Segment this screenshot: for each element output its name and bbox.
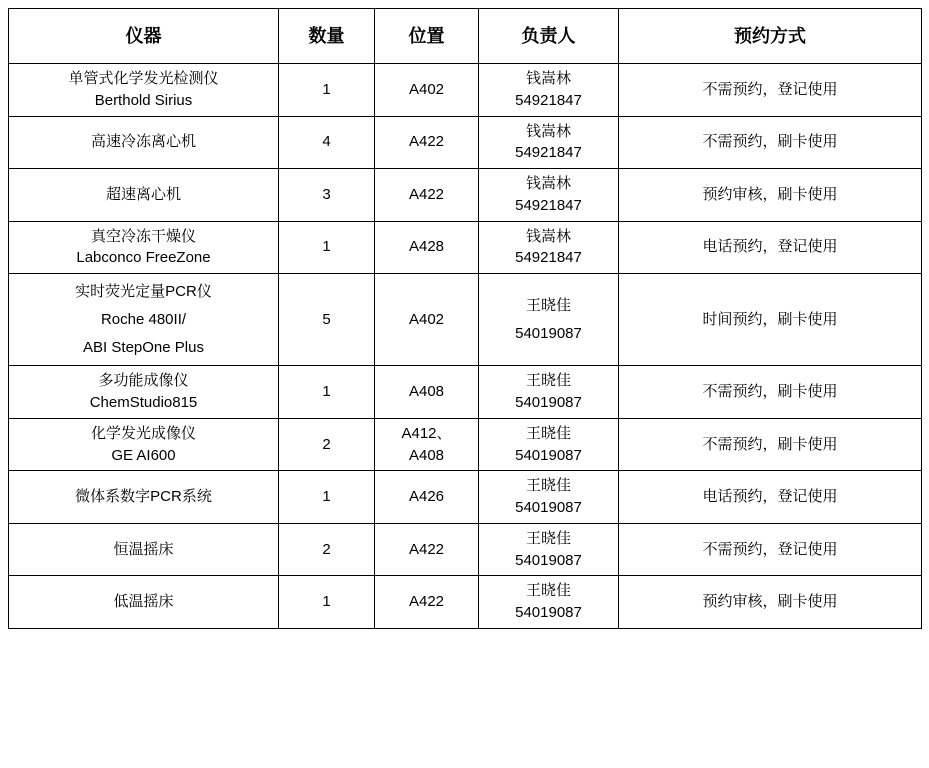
- table-row: [9, 64, 922, 117]
- cell-booking-line: 不需预约，刷卡使用: [702, 383, 838, 401]
- table-row: [9, 274, 922, 366]
- cell-location-line: A402: [408, 80, 445, 98]
- cell-location-line: A408: [408, 383, 445, 401]
- cell-owner-line: 王晓佳: [525, 477, 571, 495]
- cell-instrument-line: Labconco FreeZone: [76, 249, 211, 267]
- cell-quantity: 1: [279, 576, 375, 629]
- cell-location: [375, 576, 479, 629]
- cell-owner-line: 54921847: [515, 91, 582, 109]
- table-header-row: [9, 9, 922, 64]
- table-row: [9, 221, 922, 274]
- cell-instrument: [9, 274, 279, 366]
- cell-owner: [479, 576, 619, 629]
- cell-owner: [479, 471, 619, 524]
- cell-owner-line: 54921847: [515, 144, 582, 162]
- column-header-booking: 预约方式: [619, 9, 922, 64]
- cell-location: [375, 471, 479, 524]
- cell-instrument-line: ABI StepOne Plus: [83, 338, 204, 356]
- cell-instrument: [9, 116, 279, 169]
- cell-booking-line: 电话预约，登记使用: [702, 488, 838, 506]
- cell-booking-line: 不需预约，登记使用: [702, 540, 838, 558]
- cell-booking: [619, 366, 922, 419]
- cell-instrument-line: 超速离心机: [105, 185, 181, 203]
- cell-instrument: [9, 64, 279, 117]
- cell-location-line: A422: [408, 593, 445, 611]
- cell-instrument: [9, 523, 279, 576]
- cell-instrument-line: 恒温摇床: [113, 540, 174, 558]
- cell-location-line: A428: [408, 238, 445, 256]
- cell-owner-line: 54019087: [515, 394, 582, 411]
- cell-owner-line: 钱嵩林: [525, 122, 571, 140]
- cell-owner-line: 54019087: [515, 551, 582, 569]
- cell-owner: [479, 221, 619, 274]
- cell-instrument-line: 单管式化学发光检测仪: [68, 70, 219, 87]
- cell-booking-line: 不需预约，登记使用: [702, 80, 838, 98]
- table-body: [9, 64, 922, 629]
- cell-quantity: 5: [279, 274, 375, 366]
- cell-instrument: [9, 366, 279, 419]
- cell-booking: [619, 169, 922, 222]
- cell-instrument-line: Roche 480II/: [100, 310, 187, 328]
- column-header-location: 位置: [375, 9, 479, 64]
- cell-instrument-line: GE AI600: [111, 446, 176, 464]
- cell-owner-line: 54019087: [515, 499, 582, 516]
- cell-owner: [479, 418, 619, 471]
- cell-quantity: 4: [279, 116, 375, 169]
- cell-owner-line: 钱嵩林: [525, 227, 571, 245]
- cell-location: [375, 418, 479, 471]
- cell-owner: [479, 169, 619, 222]
- table-row: [9, 366, 922, 419]
- cell-location: [375, 366, 479, 419]
- cell-instrument-line: Berthold Sirius: [94, 91, 193, 109]
- cell-location-line: A422: [408, 540, 445, 558]
- cell-location: [375, 274, 479, 366]
- cell-location-line: A408: [408, 446, 445, 464]
- cell-quantity: 3: [279, 169, 375, 222]
- table-row: [9, 523, 922, 576]
- cell-location: [375, 64, 479, 117]
- column-header-quantity: 数量: [279, 9, 375, 64]
- cell-location-line: A426: [408, 488, 445, 506]
- cell-quantity: 2: [279, 523, 375, 576]
- cell-owner: [479, 116, 619, 169]
- cell-owner-line: 钱嵩林: [525, 175, 571, 192]
- cell-owner-line: 54921847: [515, 196, 582, 214]
- cell-location: [375, 523, 479, 576]
- cell-instrument-line: 真空冷冻干燥仪: [90, 227, 196, 245]
- cell-owner: [479, 523, 619, 576]
- equipment-table: [8, 8, 922, 629]
- cell-booking: [619, 221, 922, 274]
- cell-owner-line: 王晓佳: [525, 582, 571, 600]
- cell-owner: [479, 366, 619, 419]
- table-row: [9, 169, 922, 222]
- cell-booking-line: 电话预约，登记使用: [702, 238, 838, 256]
- table-row: [9, 418, 922, 471]
- table-header: [9, 9, 922, 64]
- cell-booking-line: 不需预约，刷卡使用: [702, 435, 838, 453]
- cell-instrument-line: ChemStudio815: [89, 394, 198, 411]
- cell-instrument: [9, 221, 279, 274]
- cell-owner-line: 54019087: [515, 604, 582, 621]
- cell-quantity: 1: [279, 366, 375, 419]
- cell-instrument: [9, 471, 279, 524]
- column-header-owner: 负责人: [479, 9, 619, 64]
- cell-booking: [619, 274, 922, 366]
- cell-booking-line: 预约审核，刷卡使用: [702, 185, 838, 203]
- cell-owner-line: 54019087: [515, 324, 582, 342]
- cell-owner-line: 54019087: [515, 446, 582, 464]
- cell-booking-line: 不需预约，刷卡使用: [702, 133, 838, 151]
- table-row: [9, 576, 922, 629]
- cell-booking: [619, 418, 922, 471]
- cell-booking: [619, 471, 922, 524]
- cell-instrument-line: 微体系数字PCR系统: [75, 488, 212, 506]
- cell-owner-line: 王晓佳: [525, 529, 571, 547]
- cell-owner: [479, 274, 619, 366]
- cell-owner-line: 54921847: [515, 249, 582, 267]
- column-header-instrument: 仪器: [9, 9, 279, 64]
- cell-location-line: A412、: [401, 424, 452, 442]
- cell-booking: [619, 576, 922, 629]
- cell-owner-line: 王晓佳: [525, 296, 571, 314]
- document-page: [0, 8, 929, 768]
- cell-location-line: A402: [408, 310, 445, 328]
- cell-booking: [619, 523, 922, 576]
- table-row: [9, 471, 922, 524]
- cell-instrument-line: 实时荧光定量PCR仪: [75, 283, 212, 300]
- cell-booking-line: 预约审核，刷卡使用: [702, 593, 838, 611]
- cell-instrument: [9, 576, 279, 629]
- cell-location-line: A422: [408, 185, 445, 203]
- cell-instrument: [9, 169, 279, 222]
- cell-booking-line: 时间预约，刷卡使用: [702, 310, 838, 328]
- cell-owner-line: 王晓佳: [525, 424, 571, 442]
- cell-quantity: 2: [279, 418, 375, 471]
- cell-booking: [619, 64, 922, 117]
- cell-quantity: 1: [279, 64, 375, 117]
- cell-location: [375, 116, 479, 169]
- cell-instrument-line: 低温摇床: [113, 593, 174, 611]
- cell-instrument-line: 多功能成像仪: [98, 372, 189, 390]
- cell-location-line: A422: [408, 133, 445, 151]
- cell-instrument-line: 高速冷冻离心机: [90, 133, 196, 151]
- table-row: [9, 116, 922, 169]
- cell-owner-line: 钱嵩林: [525, 70, 571, 87]
- cell-quantity: 1: [279, 471, 375, 524]
- cell-location: [375, 221, 479, 274]
- cell-owner-line: 王晓佳: [525, 372, 571, 390]
- cell-location: [375, 169, 479, 222]
- cell-instrument: [9, 418, 279, 471]
- cell-instrument-line: 化学发光成像仪: [90, 424, 196, 442]
- cell-quantity: 1: [279, 221, 375, 274]
- cell-booking: [619, 116, 922, 169]
- cell-owner: [479, 64, 619, 117]
